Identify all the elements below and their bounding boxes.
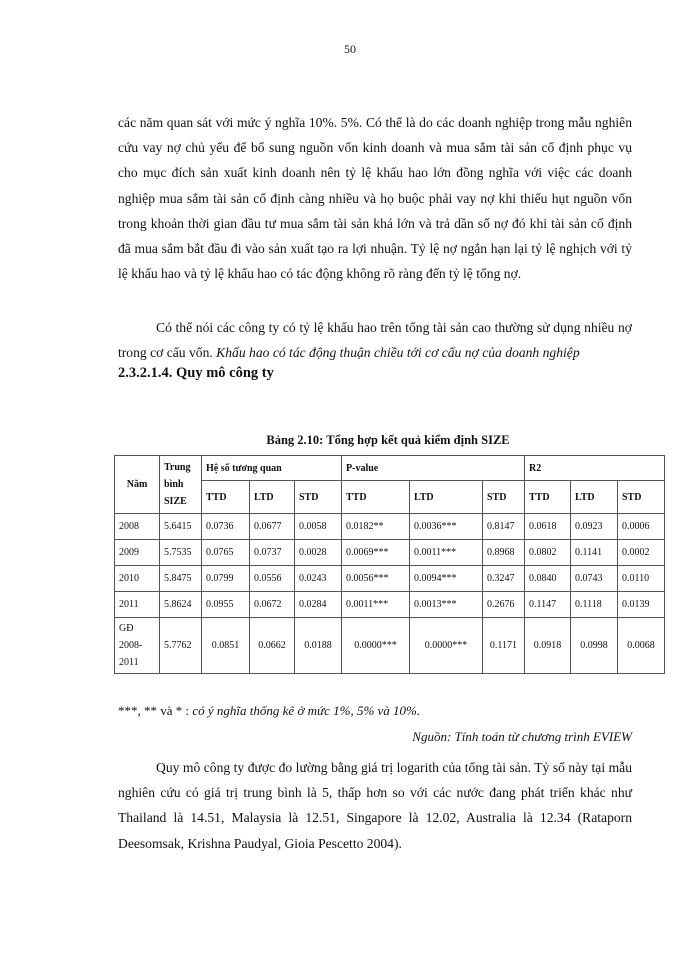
- body-paragraph-1: các năm quan sát với mức ý nghĩa 10%. 5%. Có thể là do các doanh nghiệp trong mẫu nghiên cứu vay nợ chủ yếu để bổ sung nguồn vốn kinh doanh và mua sắm tài sản cố định phục vụ cho mục đích sản xuất kinh doanh nên tỷ lệ khấu hao lớn đồng nghĩa với việc các doanh nghiệp mua sắm tài sản cố định càng nhiều và họ buộc phải vay nợ khi thiếu hụt nguồn vốn trong khoản thời gian đầu tư mua sắm tài sản khá lớn và trả dần số nợ đó khi tài sản cố định đã mua sắm bắt đầu đi vào sản xuất tạo ra lợi nhuận. Tỷ lệ nợ ngắn hạn lại tỷ lệ nghịch với tỷ lệ khấu hao và tỷ lệ khấu hao có tác động không rõ ràng đến tỷ lệ tổng nợ.: [118, 115, 632, 282]
- cell-corr-ttd: 0.0736: [202, 514, 250, 540]
- source-note: Nguồn: Tính toán từ chương trình EVIEW: [412, 729, 632, 744]
- cell-corr-std: 0.0058: [295, 514, 342, 540]
- cell-p-ttd: 0.0056***: [342, 566, 410, 592]
- cell-p-ltd: 0.0036***: [410, 514, 483, 540]
- cell-mean: 5.7762: [160, 618, 202, 674]
- page-number: 50: [344, 42, 356, 56]
- cell-p-ttd: 0.0011***: [342, 592, 410, 618]
- cell-corr-ltd: 0.0677: [250, 514, 295, 540]
- subheader-p-ttd: TTD: [342, 481, 410, 514]
- cell-p-ttd: 0.0069***: [342, 540, 410, 566]
- cell-r2-ttd: 0.0802: [525, 540, 571, 566]
- cell-r2-std: 0.0139: [618, 592, 665, 618]
- cell-corr-ttd: 0.0765: [202, 540, 250, 566]
- cell-year: 2011: [115, 592, 160, 618]
- cell-p-ttd: 0.0000***: [342, 618, 410, 674]
- cell-r2-ltd: 0.0743: [571, 566, 618, 592]
- cell-p-std: 0.2676: [483, 592, 525, 618]
- cell-r2-ttd: 0.0918: [525, 618, 571, 674]
- subheader-r2-ltd: LTD: [571, 481, 618, 514]
- section-heading: 2.3.2.1.4. Quy mô công ty: [118, 365, 274, 381]
- header-year: Năm: [115, 456, 160, 514]
- cell-p-std: 0.1171: [483, 618, 525, 674]
- cell-mean: 5.7535: [160, 540, 202, 566]
- cell-corr-std: 0.0284: [295, 592, 342, 618]
- cell-corr-std: 0.0028: [295, 540, 342, 566]
- cell-r2-ltd: 0.1141: [571, 540, 618, 566]
- cell-corr-ltd: 0.0662: [250, 618, 295, 674]
- subheader-corr-ttd: TTD: [202, 481, 250, 514]
- cell-r2-std: 0.0006: [618, 514, 665, 540]
- cell-r2-ltd: 0.0923: [571, 514, 618, 540]
- table-row: [115, 592, 665, 618]
- cell-p-std: 0.8147: [483, 514, 525, 540]
- body-paragraph-2: [118, 315, 632, 365]
- table-row: [115, 566, 665, 592]
- cell-corr-ttd: 0.0955: [202, 592, 250, 618]
- header-pvalue: P-value: [342, 456, 525, 481]
- cell-p-ttd: 0.0182**: [342, 514, 410, 540]
- cell-corr-ttd: 0.0851: [202, 618, 250, 674]
- header-r2: R2: [525, 456, 665, 481]
- cell-year: GĐ 2008-2011: [115, 618, 160, 674]
- cell-corr-ltd: 0.0672: [250, 592, 295, 618]
- cell-mean: 5.6415: [160, 514, 202, 540]
- subheader-corr-ltd: LTD: [250, 481, 295, 514]
- header-correlation: Hệ số tương quan: [202, 456, 342, 481]
- body-paragraph-3: Quy mô công ty được đo lường bằng giá trị logarith của tổng tài sản. Tỷ số này tại mẫu nghiên cứu có giá trị trung bình là 5, thấp hơn so với các nước đang phát triển khác như Thailand là 14.51, Malaysia là 12.51, Singapore là 12.02, Australia là 12.34 (Rataporn Deesomsak, Krishna Paudyal, Gioia Pescetto 2004).: [118, 760, 632, 851]
- cell-r2-std: 0.0068: [618, 618, 665, 674]
- cell-p-std: 0.8968: [483, 540, 525, 566]
- significance-note: [118, 703, 420, 719]
- significance-symbols: ***, ** và * :: [118, 703, 190, 718]
- cell-p-std: 0.3247: [483, 566, 525, 592]
- cell-r2-ltd: 0.0998: [571, 618, 618, 674]
- cell-p-ltd: 0.0011***: [410, 540, 483, 566]
- cell-r2-ltd: 0.1118: [571, 592, 618, 618]
- subheader-p-std: STD: [483, 481, 525, 514]
- cell-year: 2008: [115, 514, 160, 540]
- cell-corr-std: 0.0188: [295, 618, 342, 674]
- table-row-period: [115, 618, 665, 674]
- paragraph-2-text: Có thể nói các công ty có tỷ lệ khấu hao trên tổng tài sản cao thường sử dụng nhiều nợ trong cơ cấu vốn.: [118, 320, 632, 361]
- cell-p-ltd: 0.0000***: [410, 618, 483, 674]
- cell-year: 2009: [115, 540, 160, 566]
- cell-r2-ttd: 0.0618: [525, 514, 571, 540]
- subheader-r2-std: STD: [618, 481, 665, 514]
- cell-mean: 5.8475: [160, 566, 202, 592]
- subheader-corr-std: STD: [295, 481, 342, 514]
- cell-r2-std: 0.0110: [618, 566, 665, 592]
- table-row: [115, 514, 665, 540]
- cell-year: 2010: [115, 566, 160, 592]
- cell-corr-ltd: 0.0556: [250, 566, 295, 592]
- header-mean-size: Trung bình SIZE: [160, 456, 202, 514]
- cell-r2-std: 0.0002: [618, 540, 665, 566]
- cell-corr-std: 0.0243: [295, 566, 342, 592]
- cell-p-ltd: 0.0013***: [410, 592, 483, 618]
- subheader-p-ltd: LTD: [410, 481, 483, 514]
- size-results-table: [114, 455, 665, 674]
- cell-mean: 5.8624: [160, 592, 202, 618]
- cell-r2-ttd: 0.0840: [525, 566, 571, 592]
- cell-corr-ltd: 0.0737: [250, 540, 295, 566]
- significance-text: có ý nghĩa thống kê ở mức 1%, 5% và 10%.: [192, 703, 421, 718]
- table-row: [115, 540, 665, 566]
- cell-corr-ttd: 0.0799: [202, 566, 250, 592]
- paragraph-2-conclusion: Khấu hao có tác động thuận chiều tới cơ cấu nợ của doanh nghiệp: [216, 345, 580, 361]
- cell-p-ltd: 0.0094***: [410, 566, 483, 592]
- subheader-r2-ttd: TTD: [525, 481, 571, 514]
- cell-r2-ttd: 0.1147: [525, 592, 571, 618]
- table-title: Bảng 2.10: Tổng hợp kết quả kiểm định SIZE: [266, 433, 510, 447]
